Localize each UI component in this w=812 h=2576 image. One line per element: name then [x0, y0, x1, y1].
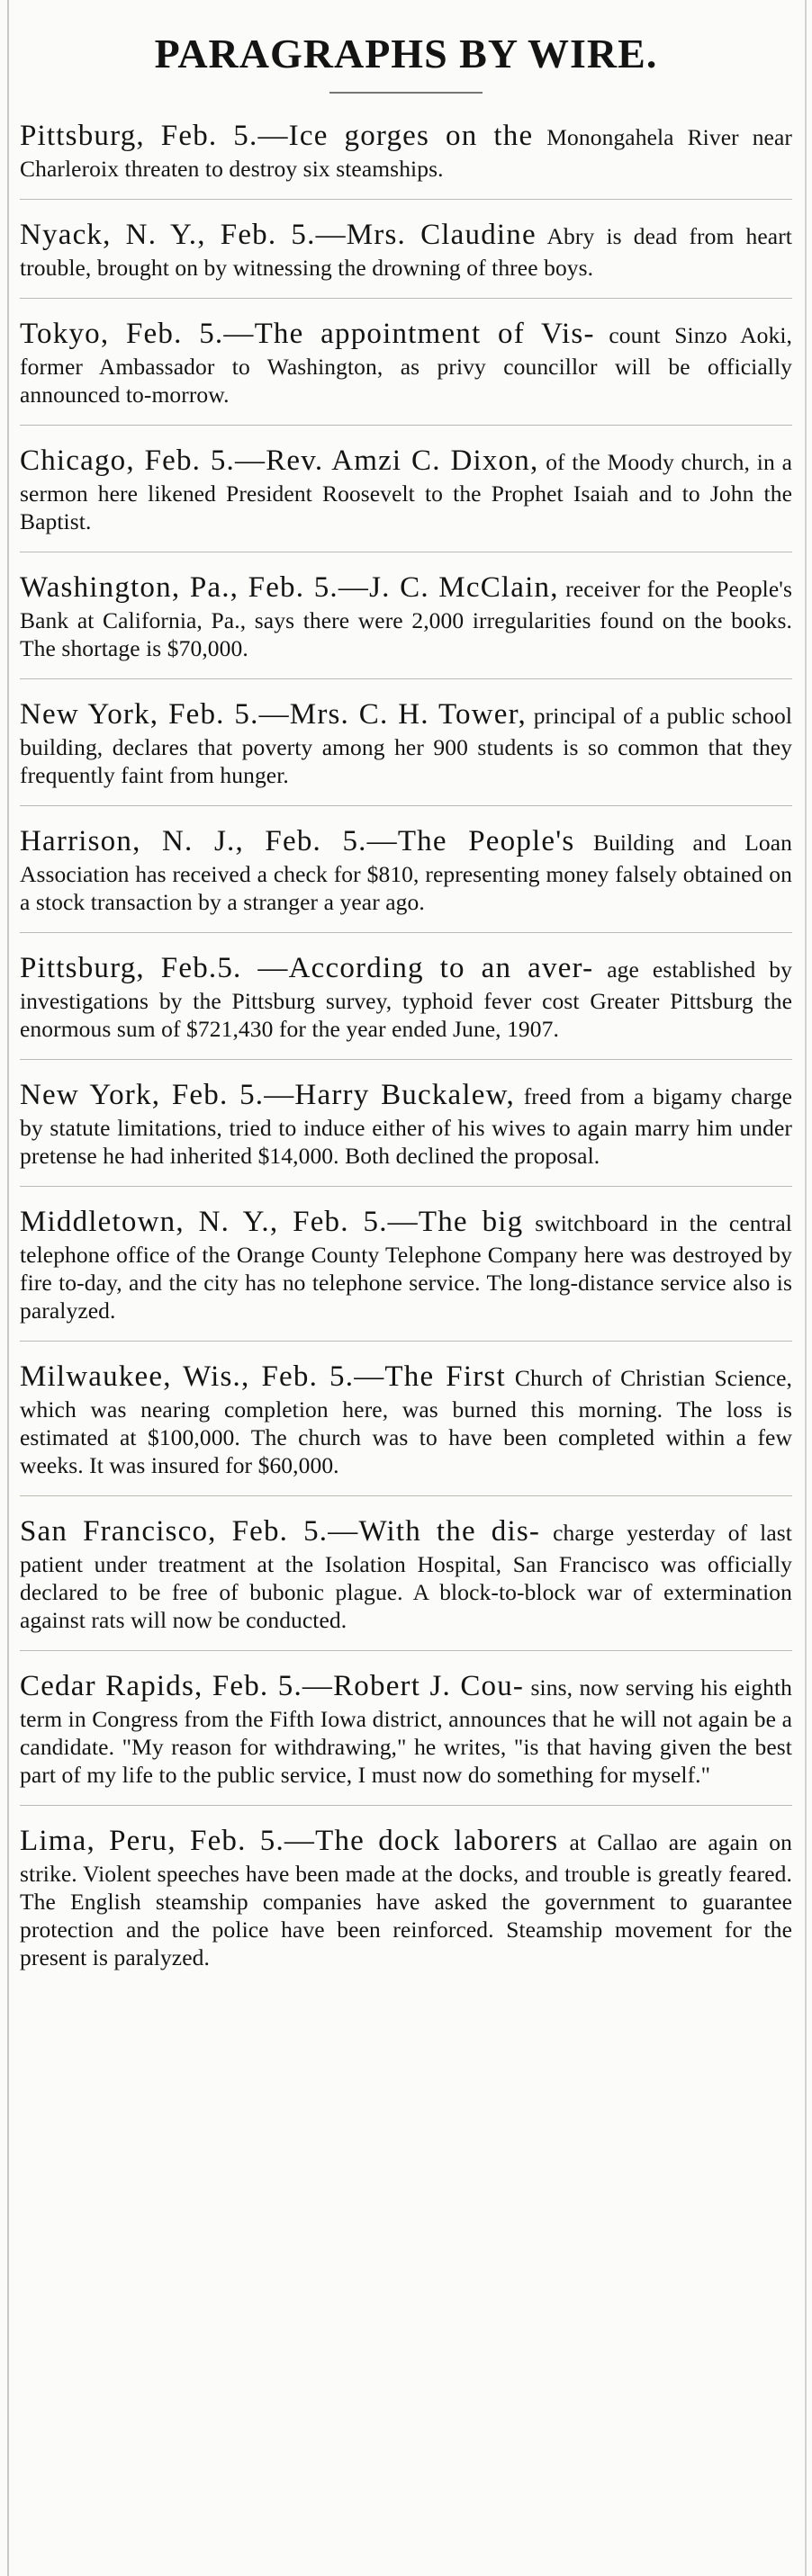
news-item-dateline: Milwaukee, Wis., Feb. 5.—The First: [20, 1360, 506, 1393]
news-item: [20, 1667, 792, 1789]
news-item: [20, 1822, 792, 1971]
news-item-body: sins, now serving his eighth term in Congress from the Fifth Iowa district, announces that he will not again be a candidate. "My reason for withdrawing," he writes, "is that having given the best part of my life to the public service, I must now do something for myself.": [20, 1674, 792, 1788]
item-divider: [20, 1495, 792, 1496]
item-divider: [20, 199, 792, 200]
news-item-dateline: Cedar Rapids, Feb. 5.—Robert J. Cou-: [20, 1670, 525, 1702]
item-divider: [20, 678, 792, 679]
news-item: [20, 1076, 792, 1170]
item-divider: [20, 425, 792, 426]
news-item: [20, 442, 792, 535]
item-divider: [20, 1650, 792, 1651]
news-item-dateline: Lima, Peru, Feb. 5.—The dock laborers: [20, 1825, 559, 1857]
news-item-body: age established by investigations by the Pittsburg survey, typhoid fever cost Greater Pittsburg the enormous sum of $721,430 for the year ended June, 1907.: [20, 956, 792, 1042]
item-divider: [20, 1341, 792, 1342]
news-item-body: Church of Christian Science, which was nearing completion here, was burned this morning. The loss is estimated at $100,000. The church was to have been completed within a few weeks. It was insured for $60,000.: [20, 1365, 792, 1478]
news-item-dateline: New York, Feb. 5.—Mrs. C. H. Tower,: [20, 698, 527, 731]
news-item-body: Abry is dead from heart trouble, brought on by witnessing the drowning of three boys.: [20, 223, 792, 281]
news-item-body: switchboard in the central telephone office of the Orange County Telephone Company here was destroyed by fire to-day, and the city has no telephone service. The long-distance service also is paralyzed.: [20, 1210, 792, 1324]
news-item-dateline: Nyack, N. Y., Feb. 5.—Mrs. Claudine: [20, 219, 537, 251]
news-item-dateline: New York, Feb. 5.—Harry Buckalew,: [20, 1079, 515, 1111]
news-item: [20, 949, 792, 1043]
news-item: [20, 569, 792, 662]
item-divider: [20, 298, 792, 299]
news-item-dateline: Pittsburg, Feb.5. —According to an aver-: [20, 952, 594, 984]
news-item: [20, 216, 792, 282]
news-item-body: of the Moody church, in a sermon here likened President Roosevelt to the Prophet Isaiah and to John the Baptist.: [20, 449, 792, 534]
news-item: [20, 315, 792, 408]
news-item-body: charge yesterday of last patient under treatment at the Isolation Hospital, San Francisco was officially declared to be free of bubonic plague. A block-to-block war of extermination against rats will now be conducted.: [20, 1520, 792, 1633]
news-item: [20, 117, 792, 183]
news-item-body: Monongahela River near Charleroix threaten to destroy six steamships.: [20, 124, 792, 182]
news-item-dateline: Tokyo, Feb. 5.—The appointment of Vis-: [20, 318, 595, 350]
item-divider: [20, 1186, 792, 1187]
news-item: [20, 696, 792, 789]
news-item: [20, 1358, 792, 1479]
news-item-dateline: Harrison, N. J., Feb. 5.—The People's: [20, 825, 575, 857]
item-divider: [20, 1059, 792, 1060]
item-divider: [20, 1805, 792, 1806]
news-item-body: receiver for the People's Bank at California, Pa., says there were 2,000 irregularities found on the books. The shortage is $70,000.: [20, 576, 792, 661]
news-item-body: at Callao are again on strike. Violent speeches have been made at the docks, and trouble is greatly feared. The English steamship companies have asked the government to guarantee protection and the police have been reinforced. Steamship movement for the present is paralyzed.: [20, 1829, 793, 1970]
news-item-body: principal of a public school building, declares that poverty among her 900 students is so common that they frequently faint from hunger.: [20, 703, 792, 788]
news-items: [20, 117, 792, 1971]
news-item: [20, 822, 792, 916]
news-item-dateline: Chicago, Feb. 5.—Rev. Amzi C. Dixon,: [20, 444, 539, 477]
news-item: [20, 1512, 792, 1634]
news-item-body: Building and Loan Association has received a check for $810, representing money falsely obtained on a stock transaction by a stranger a year ago.: [20, 830, 792, 915]
news-item-dateline: Pittsburg, Feb. 5.—Ice gorges on the: [20, 120, 534, 152]
news-item-dateline: Middletown, N. Y., Feb. 5.—The big: [20, 1206, 524, 1238]
news-item-dateline: Washington, Pa., Feb. 5.—J. C. McClain,: [20, 571, 559, 604]
item-divider: [20, 932, 792, 933]
headline: PARAGRAPHS BY WIRE.: [154, 31, 658, 76]
headline-rule: [329, 92, 483, 94]
item-divider: [20, 805, 792, 806]
news-item-body: count Sinzo Aoki, former Ambassador to Washington, as privy councillor will be officially announced to-morrow.: [20, 322, 793, 408]
news-item: [20, 1203, 792, 1324]
news-item-body: freed from a bigamy charge by statute limitations, tried to induce either of his wives to again marry him under pretense he had inherited $14,000. Both declined the proposal.: [20, 1083, 792, 1169]
news-item-dateline: San Francisco, Feb. 5.—With the dis-: [20, 1515, 541, 1548]
